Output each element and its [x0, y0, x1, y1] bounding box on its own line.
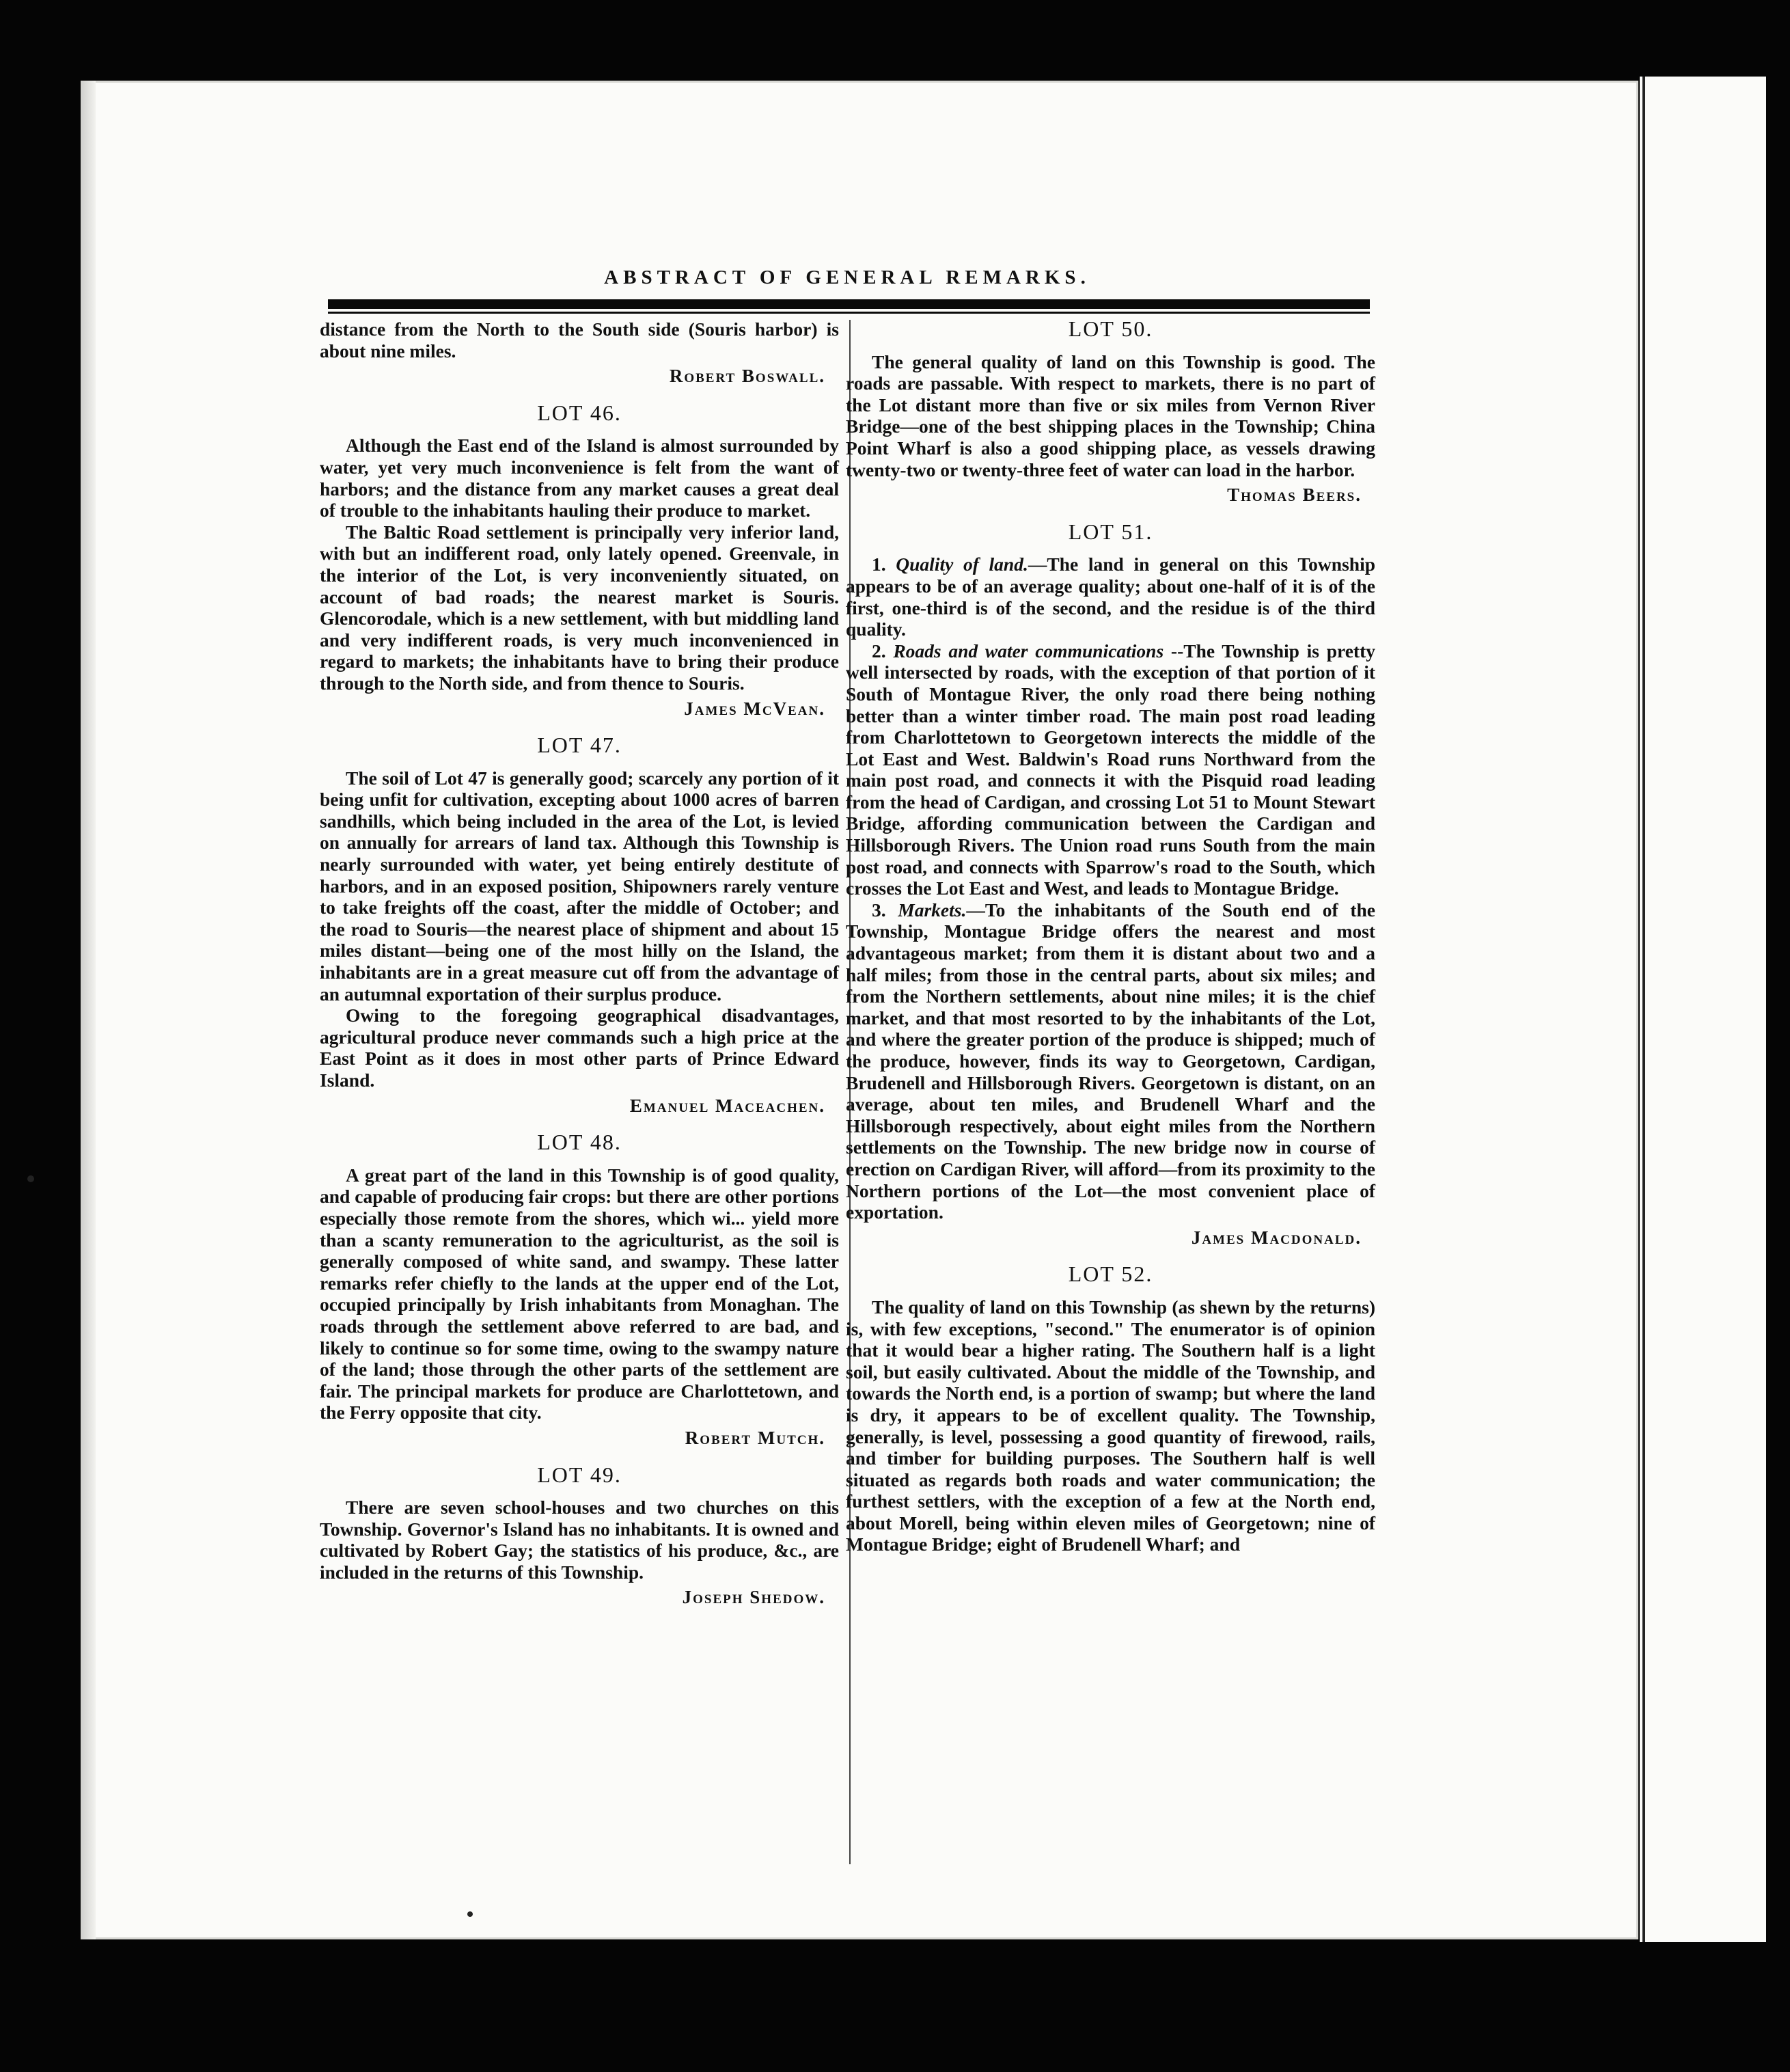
facing-page-edge: [1640, 77, 1766, 1942]
item-title: Quality of land.: [896, 554, 1028, 575]
lot-heading: LOT 48.: [537, 1130, 622, 1155]
signature: Robert Boswall.: [669, 366, 825, 387]
signature: Emanuel Maceachen.: [629, 1095, 825, 1116]
paragraph: Owing to the foregoing geographical disadvantages, agricultural produce never commands such a high price at the East Point as it does in most other parts of Prince Edward Island.: [320, 1005, 839, 1091]
scan-speck: [27, 1175, 34, 1182]
paragraph: The general quality of land on this Township is good. The roads are passable. With respect to markets, there is no part of the Lot distant more than five or six miles from Vernon River Bridge—one of the best shipping places in the Township; China Point Wharf is also a good shipping place, as vessels drawing twenty-two or twenty-three feet of water can load in the harbor.: [846, 351, 1375, 480]
item-title: Markets.: [898, 899, 967, 921]
header-rule-thin: [328, 312, 1370, 314]
item-text: —The land in general on this Township appears to be of an average quality; about one-half of it is of the first, one-third is of the second, and the residue is of the third quality.: [846, 554, 1376, 640]
signature: Joseph Shedow.: [682, 1587, 825, 1608]
signature: James Macdonald.: [1191, 1227, 1362, 1248]
facing-page-border: [1642, 77, 1645, 1942]
scan-speck: [467, 1911, 473, 1917]
lot-heading: LOT 51.: [1068, 519, 1153, 544]
signature: James McVean.: [684, 698, 825, 719]
paragraph: [846, 899, 1375, 1223]
header-rule: [328, 299, 1370, 309]
lot-heading: LOT 50.: [1068, 316, 1153, 341]
left-column: [320, 318, 839, 1609]
paragraph: A great part of the land in this Township is of good quality, and capable of producing fair crops: but there are other portions especially those remote from the shores, which wi... yield more than a scanty remuneration to the agriculturist, as the soil is generally composed of white sand, and swampy. These latter remarks refer chiefly to the lands at the upper end of the Lot, occupied principally by Irish inhabitants from Monaghan. The roads through the settlement above referred to are bad, and likely to continue so for some time, owing to the swampy nature of the land; those through the other parts of the settlement are fair. The principal markets for produce are Charlottetown, and the Ferry opposite that city.: [320, 1164, 839, 1423]
lot-heading: LOT 46.: [537, 400, 622, 425]
paragraph: [846, 554, 1375, 640]
lot-heading: LOT 49.: [537, 1462, 622, 1487]
item-number: 1.: [872, 554, 896, 575]
signature: Thomas Beers.: [1227, 485, 1362, 506]
header-title: ABSTRACT OF GENERAL REMARKS.: [604, 267, 1090, 288]
item-text: —To the inhabitants of the South end of the Township, Montague Bridge offers the nearest and most advantageous market; from them it is distant about two and a half miles; from those in the central parts, about six miles; and from the Northern settlements, about nine miles; it is the chief market, and that most resorted to by the inhabitants of the Lot, and where the greater portion of the produce is shipped; much of the produce, however, finds its way to Georgetown, Cardigan, Brudenell and Hillsborough Rivers. Georgetown is distant, on an average, about ten miles, and Brudenell Wharf and the Hillsborough respectively, about eight miles from the Northern settlements on the Township. The new bridge now in course of erection on Cardigan River, will afford—from its proximity to the Northern portions of the Lot—the most convenient place of exportation.: [846, 899, 1375, 1223]
signature: Robert Mutch.: [685, 1427, 825, 1448]
item-number: 3.: [872, 899, 898, 921]
item-number: 2.: [872, 640, 894, 662]
paragraph: The soil of Lot 47 is generally good; scarcely any portion of it being unfit for cultivation, excepting about 1000 acres of barren sandhills, which being included in the area of the Lot, is levied on annually for arrears of land tax. Although this Township is nearly surrounded with water, yet being entirely destitute of harbors, and in an exposed position, Shipowners rarely venture to take freights off the coast, after the middle of October; and the road to Souris—the nearest place of shipment and about 15 miles distant—being one of the most hilly on the Island, the inhabitants are in a great measure cut off from the advantage of an autumnal exportation of their surplus produce.: [320, 767, 839, 1005]
item-title: Roads and water communications: [893, 640, 1164, 662]
intro-paragraph: distance from the North to the South side (Souris harbor) is about nine miles.: [320, 318, 839, 362]
paragraph: Although the East end of the Island is almost surrounded by water, yet very much inconvenience is felt from the want of harbors; and the distance from any market causes a great deal of trouble to the inhabitants hauling their produce to market.: [320, 435, 839, 521]
page-edge: [81, 81, 96, 1939]
paragraph: [846, 640, 1375, 899]
item-text: --The Township is pretty well intersected by roads, with the exception of that portion of it South of Montague River, the only road there being nothing better than a winter timber road. The main post road leading from Charlottetown to Georgetown interects the middle of the Lot East and West. Baldwin's Road runs Northward from the main post road, and connects it with the Pisquid road leading from the head of Cardigan, and crossing Lot 51 to Mount Stewart Bridge, affording communication between the Cardigan and Hillsborough Rivers. The Union road runs South from the main post road, and connects with Sparrow's road to the South, which crosses the Lot East and West, and leads to Montague Bridge.: [846, 640, 1375, 899]
right-column: [846, 318, 1375, 1555]
paragraph: There are seven school-houses and two churches on this Township. Governor's Island has no inhabitants. It is owned and cultivated by Robert Gay; the statistics of his produce, &c., are included in the returns of this Township.: [320, 1497, 839, 1583]
paragraph: The quality of land on this Township (as shewn by the returns) is, with few exceptions, "second." The enumerator is of opinion that it would bear a higher rating. The Southern half is a light soil, but easily cultivated. About the middle of the Township, and towards the North end, is a portion of swamp; but where the land is dry, it appears to be of excellent quality. The Township, generally, is level, possessing a good quantity of firewood, rails, and timber for building purposes. The Southern half is well situated as regards both roads and water communication; the furthest settlers, with the exception of a few at the North end, about Morell, being within eleven miles of Georgetown; nine of Montague Bridge; eight of Brudenell Wharf; and: [846, 1296, 1375, 1555]
paragraph: The Baltic Road settlement is principally very inferior land, with but an indifferent road, only lately opened. Greenvale, in the interior of the Lot, is very inconveniently situated, on account of bad roads; the nearest market is Souris. Glencorodale, which is a new settlement, with but middling land and very indifferent roads, is very much inconvenienced in regard to markets; the inhabitants have to bring their produce through to the North side, and from thence to Souris.: [320, 521, 839, 694]
lot-heading: LOT 52.: [1068, 1262, 1153, 1287]
lot-heading: LOT 47.: [537, 733, 622, 758]
page-header: [328, 267, 1366, 289]
